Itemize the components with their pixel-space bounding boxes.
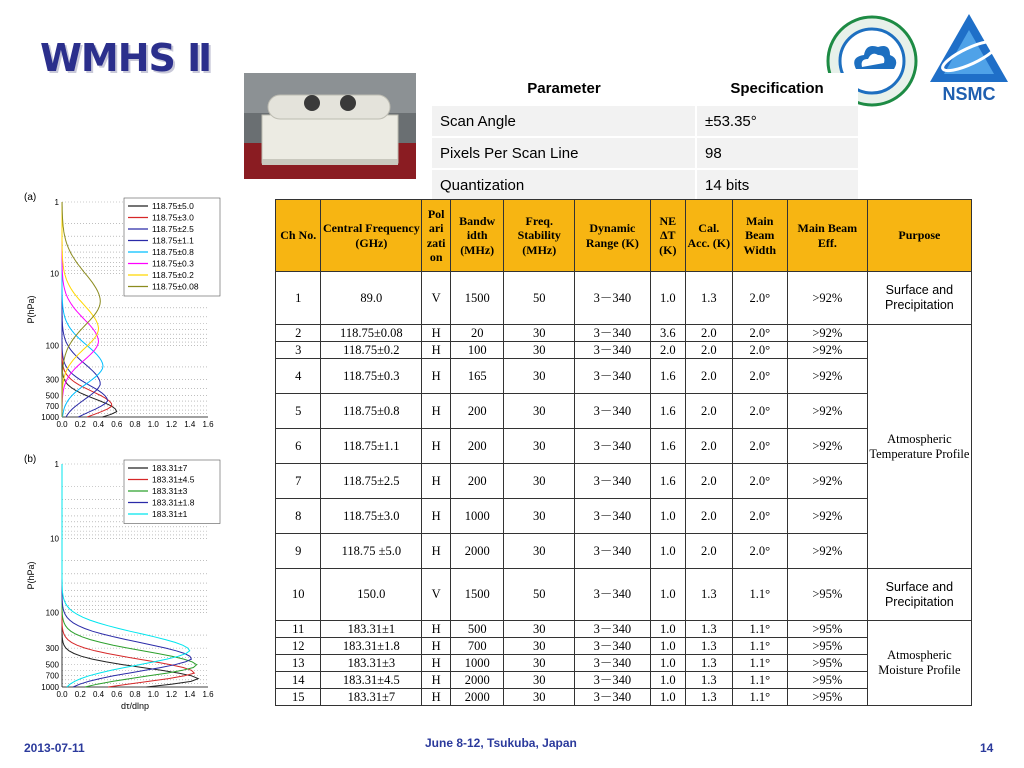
channel-row	[276, 325, 972, 342]
y-tick-label: 700	[45, 401, 59, 411]
channel-cell: 150.0	[321, 569, 422, 621]
channel-cell: 2.0	[686, 534, 733, 569]
channel-cell: 183.31±4.5	[321, 672, 422, 689]
channel-cell: 11	[276, 621, 321, 638]
channel-cell: 1.6	[650, 359, 685, 394]
channel-row	[276, 569, 972, 621]
channel-row	[276, 689, 972, 706]
channel-cell: 1.3	[686, 569, 733, 621]
legend-label: 183.31±3	[152, 486, 188, 496]
channel-cell: 1.0	[650, 638, 685, 655]
channel-cell: 183.31±1.8	[321, 638, 422, 655]
legend-label: 118.75±3.0	[152, 212, 194, 223]
channel-cell: 200	[451, 429, 504, 464]
channel-cell: 1.1°	[732, 655, 787, 672]
channel-cell: 2.0	[686, 359, 733, 394]
channel-cell: 118.75 ±5.0	[321, 534, 422, 569]
channel-cell: 30	[504, 325, 575, 342]
channel-cell: 1.3	[686, 621, 733, 638]
channel-cell: 2.0°	[732, 325, 787, 342]
channel-cell: 2.0	[686, 325, 733, 342]
channel-cell: H	[422, 499, 451, 534]
spec-row	[432, 169, 858, 200]
channel-cell: 500	[451, 621, 504, 638]
channel-cell: 2.0°	[732, 429, 787, 464]
channel-cell: 118.75±1.1	[321, 429, 422, 464]
channel-cell: >92%	[787, 499, 867, 534]
channel-cell: 2.0	[686, 394, 733, 429]
x-tick-label: 0.2	[74, 690, 86, 699]
channel-row	[276, 534, 972, 569]
channel-row	[276, 272, 972, 325]
channel-header-cell: NE ΔT (K)	[650, 200, 685, 272]
x-tick-label: 1.0	[147, 690, 159, 699]
channel-cell: >92%	[787, 359, 867, 394]
channel-cell: 1.3	[686, 272, 733, 325]
channel-cell: 165	[451, 359, 504, 394]
channel-cell: 5	[276, 394, 321, 429]
channel-cell: 9	[276, 534, 321, 569]
channel-cell: 1500	[451, 272, 504, 325]
legend-label: 183.31±7	[152, 463, 188, 473]
channel-cell: 14	[276, 672, 321, 689]
channel-cell: 1.1°	[732, 569, 787, 621]
channel-cell: 2.0	[686, 464, 733, 499]
channel-header-cell: Dynamic Range (K)	[575, 200, 650, 272]
channel-cell: 30	[504, 534, 575, 569]
spec-cell: Pixels Per Scan Line	[432, 137, 696, 169]
channel-cell: 2.0	[686, 499, 733, 534]
channel-cell: 3－340	[575, 272, 650, 325]
channel-cell: 2.0	[686, 342, 733, 359]
channel-cell: 3－340	[575, 569, 650, 621]
channel-cell: 1.0	[650, 621, 685, 638]
channel-cell: >95%	[787, 569, 867, 621]
channel-cell: 2.0°	[732, 394, 787, 429]
channel-cell: H	[422, 464, 451, 499]
y-tick-label: 500	[45, 391, 59, 401]
channel-cell: 183.31±3	[321, 655, 422, 672]
spec-header-specification: Specification	[696, 73, 858, 105]
channel-row	[276, 429, 972, 464]
purpose-cell: Surface and Precipitation	[867, 272, 971, 325]
channel-cell: H	[422, 359, 451, 394]
channel-cell: 2.0°	[732, 499, 787, 534]
channel-cell: 1.1°	[732, 689, 787, 706]
channel-cell: H	[422, 394, 451, 429]
channel-cell: V	[422, 569, 451, 621]
channel-cell: 30	[504, 429, 575, 464]
legend-label: 183.31±4.5	[152, 474, 195, 485]
channel-cell: 2.0°	[732, 272, 787, 325]
channel-cell: 3－340	[575, 342, 650, 359]
x-tick-label: 0.0	[56, 690, 68, 699]
y-axis-label: P(hPa)	[26, 561, 36, 590]
channel-cell: 30	[504, 638, 575, 655]
channel-cell: 2.0	[650, 342, 685, 359]
channel-cell: 1500	[451, 569, 504, 621]
x-tick-label: 0.8	[129, 690, 141, 699]
y-tick-label: 100	[45, 608, 59, 618]
y-tick-label: 100	[45, 341, 59, 351]
y-tick-label: 500	[45, 660, 59, 670]
channel-cell: >95%	[787, 638, 867, 655]
channel-row	[276, 655, 972, 672]
channel-cell: 30	[504, 672, 575, 689]
channel-cell: 1.1°	[732, 621, 787, 638]
channel-cell: >95%	[787, 689, 867, 706]
channel-cell: 1	[276, 272, 321, 325]
legend-label: 118.75±1.1	[152, 235, 194, 246]
channel-row	[276, 464, 972, 499]
channel-row	[276, 638, 972, 655]
channel-cell: 3.6	[650, 325, 685, 342]
channel-cell: H	[422, 534, 451, 569]
channel-cell: 50	[504, 569, 575, 621]
spec-cell: Quantization	[432, 169, 696, 200]
x-tick-label: 0.2	[74, 420, 86, 429]
channel-row	[276, 342, 972, 359]
spec-header-row	[432, 73, 858, 105]
channel-cell: 3－340	[575, 655, 650, 672]
channel-cell: 1.0	[650, 689, 685, 706]
channel-cell: >92%	[787, 429, 867, 464]
channel-cell: >92%	[787, 342, 867, 359]
channel-cell: 118.75±0.2	[321, 342, 422, 359]
legend-label: 118.75±0.2	[152, 270, 194, 280]
channel-cell: 1.6	[650, 429, 685, 464]
y-tick-label: 300	[45, 375, 59, 385]
x-tick-label: 1.4	[184, 690, 196, 699]
weighting-function-plot-a	[22, 188, 222, 445]
channel-cell: 1000	[451, 655, 504, 672]
channel-cell: 118.75±0.3	[321, 359, 422, 394]
channel-row	[276, 499, 972, 534]
x-tick-label: 0.6	[111, 690, 123, 699]
channel-cell: 183.31±7	[321, 689, 422, 706]
x-tick-label: 1.4	[184, 420, 196, 429]
channel-cell: 2000	[451, 689, 504, 706]
nsmc-logo	[928, 12, 1010, 104]
y-tick-label: 10	[50, 534, 59, 544]
channel-cell: 2	[276, 325, 321, 342]
channel-cell: 3－340	[575, 638, 650, 655]
channel-cell: >92%	[787, 534, 867, 569]
channel-cell: 1.0	[650, 534, 685, 569]
purpose-cell: Atmospheric Moisture Profile	[867, 621, 971, 706]
channel-cell: H	[422, 655, 451, 672]
x-tick-label: 1.2	[165, 420, 178, 429]
spec-row	[432, 105, 858, 137]
channel-cell: 2.0°	[732, 359, 787, 394]
channel-cell: 1.6	[650, 394, 685, 429]
channel-cell: 1.0	[650, 672, 685, 689]
footer-date: 2013-07-11	[24, 741, 85, 755]
channel-cell: 20	[451, 325, 504, 342]
legend-label: 183.31±1.8	[152, 497, 195, 508]
channel-header-cell: Main Beam Width	[732, 200, 787, 272]
x-axis-label: dτ/dlnp	[120, 701, 150, 711]
instrument-photo	[244, 73, 416, 179]
channel-cell: >95%	[787, 672, 867, 689]
channel-cell: 1.1°	[732, 638, 787, 655]
y-tick-label: 1	[54, 460, 59, 469]
channel-cell: 2000	[451, 672, 504, 689]
channel-table	[275, 199, 972, 706]
channel-cell: >92%	[787, 464, 867, 499]
x-tick-label: 0.4	[92, 690, 105, 699]
channel-cell: 118.75±2.5	[321, 464, 422, 499]
spec-row	[432, 137, 858, 169]
channel-cell: 4	[276, 359, 321, 394]
channel-cell: 30	[504, 655, 575, 672]
spec-cell: 98	[696, 137, 858, 169]
y-tick-label: 300	[45, 644, 59, 654]
channel-row	[276, 621, 972, 638]
y-tick-label: 1	[54, 198, 59, 207]
channel-row	[276, 672, 972, 689]
legend-label: 118.75±0.3	[152, 258, 194, 269]
channel-cell: 3－340	[575, 394, 650, 429]
channel-header-cell: Pol ari zati on	[422, 200, 451, 272]
footer-event: June 8-12, Tsukuba, Japan	[425, 736, 577, 750]
channel-cell: >92%	[787, 325, 867, 342]
channel-cell: 1.0	[650, 499, 685, 534]
spec-cell: 14 bits	[696, 169, 858, 200]
channel-cell: 1.1°	[732, 672, 787, 689]
channel-cell: 1.0	[650, 655, 685, 672]
channel-cell: 1.3	[686, 689, 733, 706]
channel-cell: 1.6	[650, 464, 685, 499]
spec-cell: Scan Angle	[432, 105, 696, 137]
channel-cell: 3－340	[575, 672, 650, 689]
channel-cell: 30	[504, 499, 575, 534]
legend-label: 118.75±0.8	[152, 247, 194, 257]
channel-cell: 2.0°	[732, 342, 787, 359]
channel-header-cell: Purpose	[867, 200, 971, 272]
channel-cell: 30	[504, 621, 575, 638]
channel-cell: >95%	[787, 621, 867, 638]
page-number: 14	[980, 741, 994, 755]
channel-cell: 30	[504, 342, 575, 359]
spec-cell: ±53.35°	[696, 105, 858, 137]
channel-cell: 12	[276, 638, 321, 655]
channel-cell: 6	[276, 429, 321, 464]
channel-cell: 2000	[451, 534, 504, 569]
channel-header-cell: Main Beam Eff.	[787, 200, 867, 272]
legend-label: 183.31±1	[152, 509, 188, 519]
svg-text:NSMC: NSMC	[942, 84, 996, 104]
channel-cell: 1000	[451, 499, 504, 534]
channel-header-row	[276, 200, 972, 272]
channel-cell: 3－340	[575, 689, 650, 706]
channel-cell: 118.75±0.08	[321, 325, 422, 342]
channel-cell: 3－340	[575, 359, 650, 394]
purpose-cell: Atmospheric Temperature Profile	[867, 325, 971, 569]
y-tick-label: 1000	[41, 413, 59, 422]
y-tick-label: 1000	[41, 683, 59, 692]
channel-cell: 13	[276, 655, 321, 672]
channel-cell: 89.0	[321, 272, 422, 325]
channel-row	[276, 359, 972, 394]
y-tick-label: 10	[50, 269, 59, 279]
y-axis-label: P(hPa)	[26, 295, 36, 324]
channel-cell: 2.0	[686, 429, 733, 464]
channel-cell: 183.31±1	[321, 621, 422, 638]
channel-cell: 30	[504, 359, 575, 394]
channel-cell: H	[422, 638, 451, 655]
channel-cell: 1.0	[650, 272, 685, 325]
channel-cell: 2.0°	[732, 464, 787, 499]
channel-cell: H	[422, 325, 451, 342]
channel-cell: 3	[276, 342, 321, 359]
channel-cell: 100	[451, 342, 504, 359]
x-tick-label: 0.4	[92, 420, 105, 429]
channel-header-cell: Bandw idth (MHz)	[451, 200, 504, 272]
purpose-cell: Surface and Precipitation	[867, 569, 971, 621]
channel-cell: 15	[276, 689, 321, 706]
channel-cell: >92%	[787, 394, 867, 429]
channel-cell: 30	[504, 689, 575, 706]
panel-label: (b)	[24, 454, 37, 465]
spec-header-parameter: Parameter	[432, 73, 696, 105]
channel-cell: 1.3	[686, 672, 733, 689]
channel-cell: 8	[276, 499, 321, 534]
legend-label: 118.75±2.5	[152, 224, 194, 234]
channel-cell: 118.75±3.0	[321, 499, 422, 534]
x-tick-label: 1.6	[202, 690, 214, 699]
channel-cell: 3－340	[575, 621, 650, 638]
channel-cell: 200	[451, 394, 504, 429]
channel-row	[276, 394, 972, 429]
channel-header-cell: Cal. Acc. (K)	[686, 200, 733, 272]
channel-cell: 1.0	[650, 569, 685, 621]
channel-cell: 50	[504, 272, 575, 325]
channel-cell: 118.75±0.8	[321, 394, 422, 429]
channel-cell: 30	[504, 464, 575, 499]
channel-cell: 700	[451, 638, 504, 655]
channel-cell: 30	[504, 394, 575, 429]
channel-cell: V	[422, 272, 451, 325]
channel-cell: 3－340	[575, 499, 650, 534]
channel-header-cell: Ch No.	[276, 200, 321, 272]
channel-cell: H	[422, 429, 451, 464]
channel-cell: 200	[451, 464, 504, 499]
x-tick-label: 1.0	[147, 420, 159, 429]
channel-cell: 1.3	[686, 638, 733, 655]
weighting-function-plot-b	[22, 450, 222, 715]
spec-table	[432, 73, 858, 200]
channel-header-cell: Central Frequency (GHz)	[321, 200, 422, 272]
x-tick-label: 1.6	[202, 420, 214, 429]
channel-cell: 1.3	[686, 655, 733, 672]
channel-cell: 10	[276, 569, 321, 621]
channel-cell: 3－340	[575, 534, 650, 569]
channel-cell: H	[422, 621, 451, 638]
channel-cell: H	[422, 672, 451, 689]
channel-cell: 3－340	[575, 429, 650, 464]
slide-title: WMHS Ⅱ	[40, 36, 212, 80]
channel-cell: >92%	[787, 272, 867, 325]
channel-cell: 2.0°	[732, 534, 787, 569]
channel-cell: 7	[276, 464, 321, 499]
channel-cell: H	[422, 689, 451, 706]
y-tick-label: 700	[45, 671, 59, 681]
x-tick-label: 0.8	[129, 420, 141, 429]
legend-label: 118.75±0.08	[152, 281, 199, 292]
x-tick-label: 1.2	[165, 690, 178, 699]
x-tick-label: 0.0	[56, 420, 68, 429]
channel-header-cell: Freq. Stability (MHz)	[504, 200, 575, 272]
series-line	[62, 202, 112, 417]
channel-cell: 3－340	[575, 325, 650, 342]
legend-label: 118.75±5.0	[152, 201, 194, 211]
channel-cell: >95%	[787, 655, 867, 672]
x-tick-label: 0.6	[111, 420, 123, 429]
panel-label: (a)	[24, 192, 37, 203]
channel-cell: H	[422, 342, 451, 359]
channel-cell: 3－340	[575, 464, 650, 499]
